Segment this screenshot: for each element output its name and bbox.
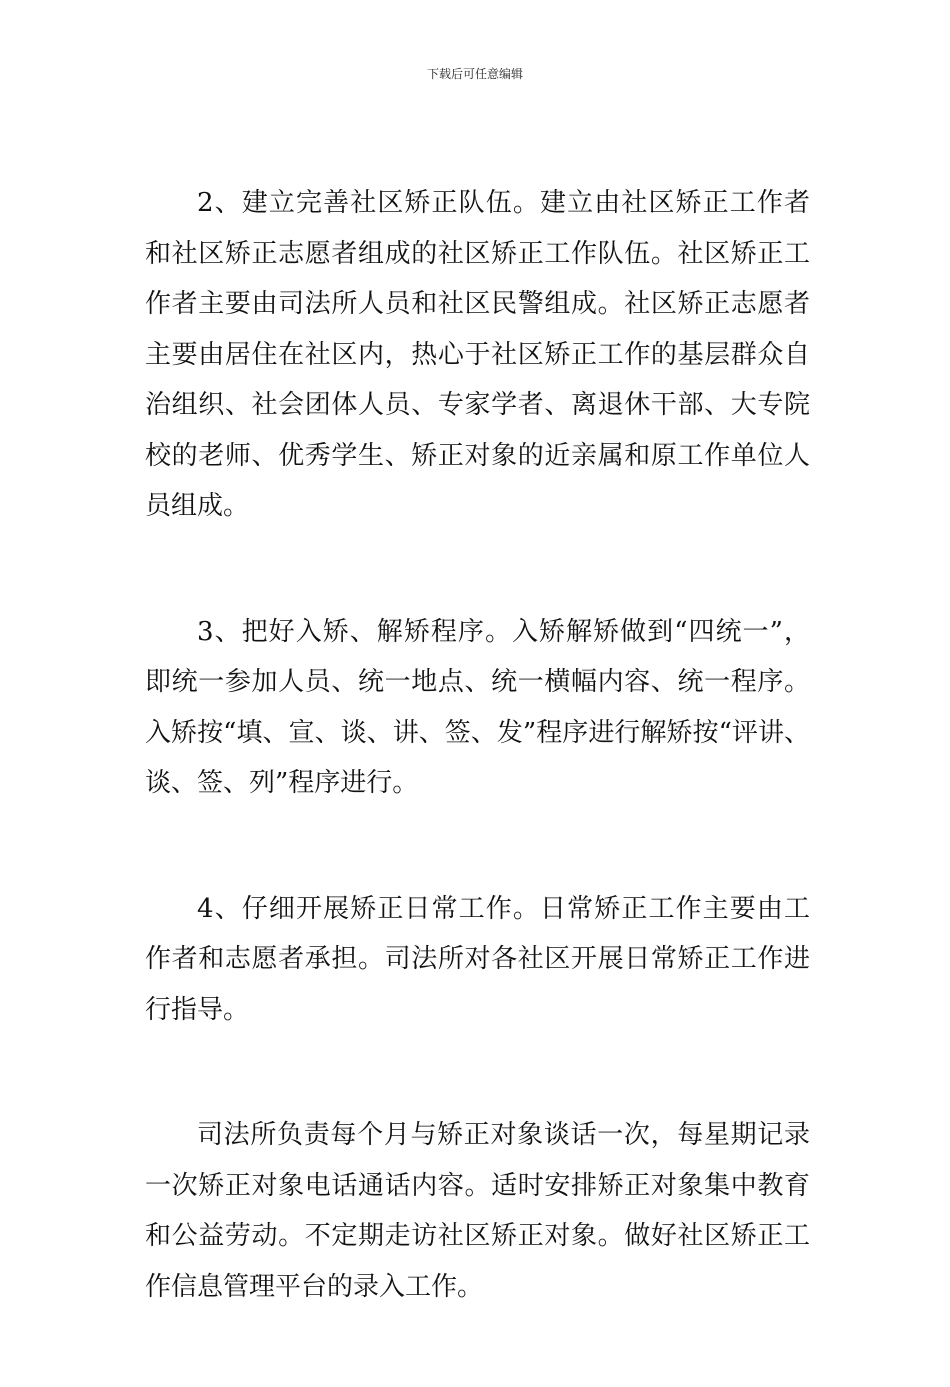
paragraph-team-building: 2、建立完善社区矫正队伍。建立由社区矫正工作者和社区矫正志愿者组成的社区矫正工作队伍。社区矫正工作者主要由司法所人员和社区民警组成。社区矫正志愿者主要由居住在社区内，热心于社区矫正工作的基层群众自治组织、社会团体人员、专家学者、离退休干部、大专院校的老师、优秀学生、矫正对象的近亲属和原工作单位人员组成。	[145, 188, 810, 521]
paragraph-judicial-office-duties: 司法所负责每个月与矫正对象谈话一次，每星期记录一次矫正对象电话通话内容。适时安排矫正对象集中教育和公益劳动。不定期走访社区矫正对象。做好社区矫正工作信息管理平台的录入工作。	[145, 1120, 810, 1302]
paragraph-entry-exit-procedure: 3、把好入矫、解矫程序。入矫解矫做到“四统一”，即统一参加人员、统一地点、统一横幅内容、统一程序。入矫按“填、宣、谈、讲、签、发”程序进行解矫按“评讲、谈、签、列”程序进行。	[145, 616, 810, 798]
page-header: 下载后可任意编辑	[426, 67, 523, 81]
paragraph-daily-work: 4、仔细开展矫正日常工作。日常矫正工作主要由工作者和志愿者承担。司法所对各社区开展日常矫正工作进行指导。	[145, 893, 810, 1025]
document-body	[145, 178, 810, 1387]
